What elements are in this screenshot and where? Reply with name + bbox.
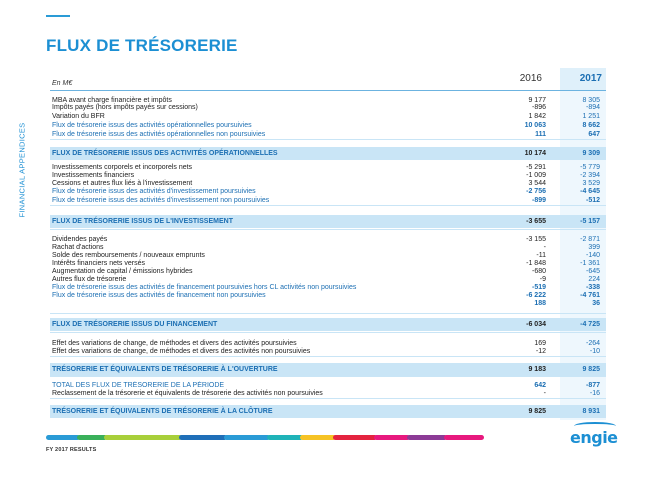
table-row [50, 196, 606, 205]
value-2016: 10 063 [524, 122, 546, 129]
row-label: Effet des variations de change, de méthodes et divers des activités non poursuivies [52, 348, 311, 355]
row-separator [50, 332, 606, 333]
row-label: Investissements financiers [52, 172, 135, 179]
row-separator [50, 139, 606, 140]
value-2016: -11 [536, 252, 546, 259]
row-label: Rachat d'actions [52, 244, 104, 251]
table-row [50, 112, 606, 121]
row-separator [50, 398, 606, 399]
table-total-row [50, 318, 606, 331]
value-2016: - [543, 390, 546, 397]
value-2016: -6 034 [526, 321, 546, 328]
value-2017: 1 251 [582, 113, 600, 120]
table-row [50, 121, 606, 130]
table-row [50, 187, 606, 196]
value-2017: 9 309 [582, 150, 600, 157]
row-label: Reclassement de la trésorerie et équivalents de trésorerie des activités non poursuivies [52, 390, 323, 397]
value-2017: 8 931 [582, 408, 600, 415]
row-label: Effet des variations de change, de méthodes et divers des activités poursuivies [52, 340, 297, 347]
value-2016: 642 [534, 382, 546, 389]
value-2016: -899 [531, 197, 546, 204]
value-2017: 36 [592, 300, 600, 307]
table-total-row [50, 405, 606, 418]
row-separator [50, 158, 606, 159]
table-row [50, 103, 606, 112]
row-label: TRÉSORERIE ET ÉQUIVALENTS DE TRÉSORERIE À L'OUVERTURE [52, 366, 278, 373]
value-2017: -16 [589, 390, 600, 397]
value-2017: -4 725 [580, 321, 600, 328]
value-2016: 169 [534, 340, 546, 347]
value-2016: -3 155 [526, 236, 546, 243]
row-label: Autres flux de trésorerie [52, 276, 127, 283]
value-2017: -4 645 [580, 188, 600, 195]
row-label: Investissements corporels et incorporels nets [52, 164, 193, 171]
column-header-2016: 2016 [519, 73, 542, 84]
value-2017: -5 779 [580, 164, 600, 171]
value-2017: -894 [585, 104, 600, 111]
value-2017: 9 825 [582, 366, 600, 373]
footer-color-bar [46, 435, 481, 440]
value-2016: 3 544 [528, 180, 546, 187]
row-label: Intérêts financiers nets versés [52, 260, 145, 267]
row-label: TOTAL DES FLUX DE TRÉSORERIE DE LA PÉRIODE [52, 382, 225, 389]
value-2016: -1 009 [526, 172, 546, 179]
table-row [50, 347, 606, 356]
value-2017: 8 662 [582, 122, 600, 129]
row-separator [50, 313, 606, 314]
section-side-label: FINANCIAL APPENDICES [17, 122, 27, 218]
value-2016: -1 848 [526, 260, 546, 267]
value-2017: 399 [588, 244, 600, 251]
table-row [50, 389, 606, 398]
table-total-row [50, 363, 606, 376]
row-label: Variation du BFR [52, 113, 105, 120]
table-total-row [50, 215, 606, 228]
row-label: Flux de trésorerie issus des activités opérationnelles poursuivies [52, 122, 252, 129]
row-label: FLUX DE TRÉSORERIE ISSUS DU FINANCEMENT [52, 321, 218, 328]
value-2016: -2 756 [526, 188, 546, 195]
row-label: Impôts payés (hors impôts payés sur cessions) [52, 104, 198, 111]
value-2016: -9 [539, 276, 546, 283]
table-row [50, 299, 606, 308]
header-divider [50, 90, 606, 91]
value-2016: -680 [531, 268, 546, 275]
title-accent-line [46, 15, 70, 17]
value-2017: 8 305 [582, 97, 600, 104]
value-2016: 111 [535, 131, 546, 138]
value-2016: -3 655 [526, 218, 546, 225]
column-header-2017: 2017 [579, 73, 602, 84]
row-label: Solde des remboursements / nouveaux emprunts [52, 252, 205, 259]
value-2017: -140 [585, 252, 600, 259]
value-2017: -10 [589, 348, 600, 355]
value-2017: -1 361 [580, 260, 600, 267]
value-2016: -6 222 [526, 292, 546, 299]
row-label: Augmentation de capital / émissions hybrides [52, 268, 193, 275]
value-2017: 3 529 [582, 180, 600, 187]
value-2017: -645 [585, 268, 600, 275]
table-row [50, 130, 606, 139]
value-2017: -5 157 [580, 218, 600, 225]
value-2017: -338 [585, 284, 600, 291]
value-2017: -4 761 [580, 292, 600, 299]
value-2016: 9 825 [528, 408, 546, 415]
row-label: Flux de trésorerie issus des activités d'investissement non poursuivies [52, 197, 270, 204]
row-label: Flux de trésorerie issus des activités de financement non poursuivies [52, 292, 266, 299]
row-separator [50, 205, 606, 206]
page-title: FLUX DE TRÉSORERIE [46, 36, 238, 55]
value-2016: 10 174 [524, 150, 546, 157]
value-2017: -2 871 [580, 236, 600, 243]
value-2017: -512 [585, 197, 600, 204]
row-label: Flux de trésorerie issus des activités opérationnelles non poursuivies [52, 131, 266, 138]
value-2017: -877 [585, 382, 600, 389]
units-label: En M€ [52, 80, 73, 87]
value-2016: -12 [535, 348, 546, 355]
row-separator [50, 229, 606, 230]
row-label: FLUX DE TRÉSORERIE ISSUS DES ACTIVITÉS OPÉRATIONNELLES [52, 150, 278, 157]
row-separator [50, 356, 606, 357]
value-2016: -5 291 [526, 164, 546, 171]
engie-logo: engie [570, 428, 618, 447]
footer-label: FY 2017 RESULTS [46, 447, 97, 453]
value-2016: 9 177 [528, 97, 546, 104]
value-2016: -896 [531, 104, 546, 111]
value-2017: 224 [588, 276, 600, 283]
value-2016: -519 [531, 284, 546, 291]
value-2016: 188 [534, 300, 546, 307]
value-2016: 9 183 [528, 366, 546, 373]
row-label: FLUX DE TRÉSORERIE ISSUS DE L'INVESTISSEMENT [52, 218, 233, 225]
row-label: Flux de trésorerie issus des activités de financement poursuivies hors CL activités non poursuivies [52, 284, 357, 291]
value-2017: -264 [585, 340, 600, 347]
row-label: TRÉSORERIE ET ÉQUIVALENTS DE TRÉSORERIE À LA CLÔTURE [52, 408, 273, 415]
row-label: MBA avant charge financière et impôts [52, 97, 172, 104]
row-label [50, 299, 498, 308]
row-label: Dividendes payés [52, 236, 108, 243]
value-2017: -2 394 [580, 172, 600, 179]
row-label: Flux de trésorerie issus des activités d'investissement poursuivies [52, 188, 256, 195]
value-2016: 1 842 [528, 113, 546, 120]
row-label: Cessions et autres flux liés à l'investissement [52, 180, 193, 187]
value-2017: 647 [588, 131, 600, 138]
row-separator [50, 376, 606, 377]
value-2016: - [543, 244, 546, 251]
